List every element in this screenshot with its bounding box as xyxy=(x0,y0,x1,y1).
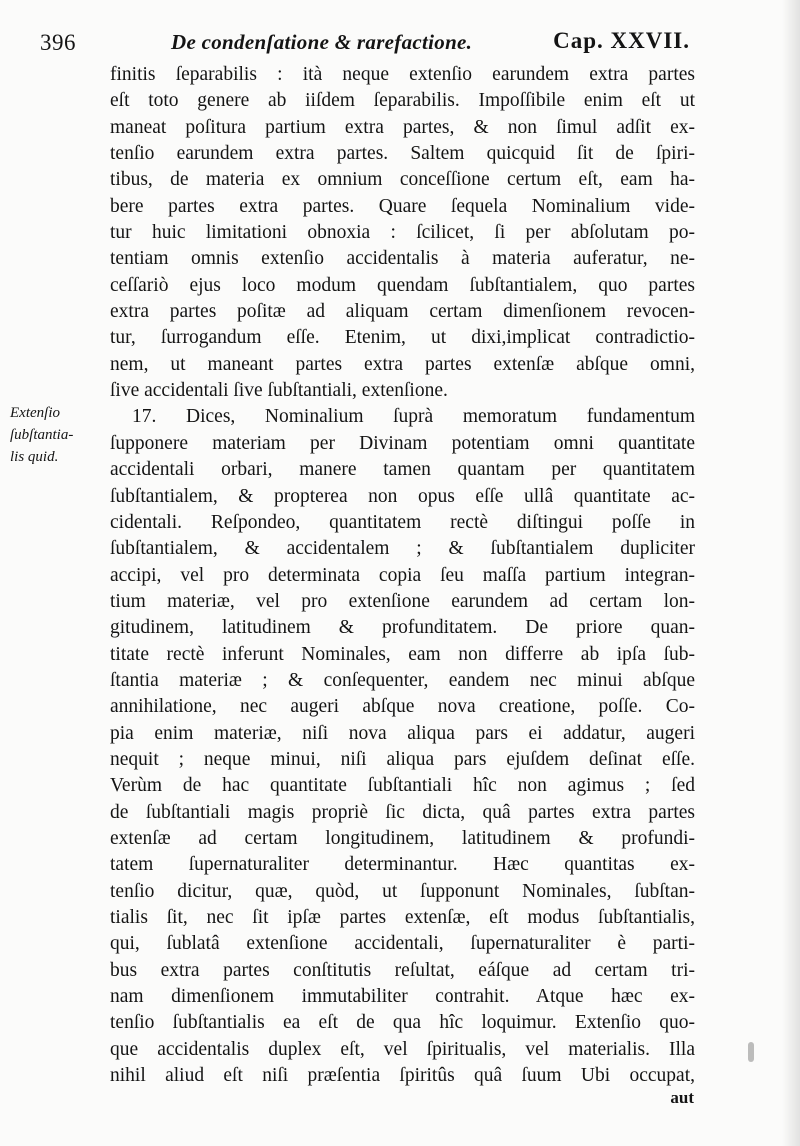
text-line: eſt toto genere ab iiſdem ſeparabilis. Impoſſibile enim eſt ut xyxy=(110,90,695,112)
margin-note-line: ſubſtantia- xyxy=(10,427,74,443)
text-line: ſubſtantialem, & propterea non opus eſſe ullâ quantitate ac- xyxy=(110,485,695,507)
page-header xyxy=(40,26,690,62)
text-line: extenſæ ad certam longitudinem, latitudinem & profundi- xyxy=(110,827,695,849)
text-line: qui, ſublatâ extenſione accidentali, ſupernaturaliter è parti- xyxy=(110,933,695,955)
text-line: ſive accidentali ſive ſubſtantiali, extenſione. xyxy=(110,380,448,402)
text-line: tenſio dicitur, quæ, quòd, ut ſupponunt Nominales, ſubſtan- xyxy=(110,880,695,902)
text-line: tatem ſupernaturaliter determinantur. Hæc quantitas ex- xyxy=(110,854,695,876)
text-line: nem, ut maneant partes extra partes extenſæ abſque omni, xyxy=(110,353,695,375)
text-line: nam dimenſionem immutabiliter contrahit. Atque hæc ex- xyxy=(110,986,695,1008)
text-line: tur huic limitationi obnoxia : ſcilicet, ſi per abſolutam po- xyxy=(110,222,695,244)
text-line: tibus, de materia ex omnium conceſſione certum eſt, eam ha- xyxy=(110,169,695,191)
text-line: ſupponere materiam per Divinam potentiam omni quantitate xyxy=(110,432,695,454)
text-line: nequit ; neque minui, niſi aliqua pars ejuſdem deſinat eſſe. xyxy=(110,748,695,770)
text-line: nihil aliud eſt niſi præſentia ſpiritûs quâ ſuum Ubi occupat, xyxy=(110,1065,695,1087)
text-line: extra partes poſitæ ad aliquam certam dimenſionem revocen- xyxy=(110,301,695,323)
text-line: ſtantia materiæ ; & conſequenter, eandem nec minui abſque xyxy=(110,669,695,691)
page-edge-shadow xyxy=(782,0,800,1146)
text-line: tenſio earundem extra partes. Saltem quicquid ſit de ſpiri- xyxy=(110,143,695,165)
text-line: tenſio ſubſtantialis ea eſt de qua hîc loquimur. Extenſio quo- xyxy=(110,1012,695,1034)
text-line: bere partes extra partes. Quare ſequela Nominalium vide- xyxy=(110,195,695,217)
margin-note-line: lis quid. xyxy=(10,449,59,465)
text-line: annihilatione, nec augeri abſque nova creatione, poſſe. Co- xyxy=(110,696,695,718)
text-line: tialis ſit, nec ſit ipſæ partes extenſæ, eſt modus ſubſtantialis, xyxy=(110,907,695,928)
text-line: Verùm de hac quantitate ſubſtantiali hîc non agimus ; ſed xyxy=(110,775,695,797)
text-line: cidentali. Reſpondeo, quantitatem rectè diſtingui poſſe in xyxy=(110,511,695,533)
text-line: ceſſariò ejus loco modum quendam ſubſtantialem, quo partes xyxy=(110,274,695,296)
text-line: pia enim materiæ, niſi nova aliqua pars ei addatur, augeri xyxy=(110,722,695,744)
text-line: ſubſtantialem, & accidentalem ; & ſubſtantialem dupliciter xyxy=(110,538,695,560)
text-line: gitudinem, latitudinem & profunditatem. De priore quan- xyxy=(110,617,695,639)
running-title: De condenſatione & rarefactione. xyxy=(171,30,473,54)
text-line: maneat poſitura partium extra partes, & non ſimul adſit ex- xyxy=(110,116,695,138)
catchword: aut xyxy=(670,1088,694,1107)
text-line: de ſubſtantiali magis propriè ſic dicta, quâ partes extra partes xyxy=(110,801,695,823)
text-line: bus extra partes conſtitutis reſultat, eáſque ad certam tri- xyxy=(110,959,695,981)
text-line: que accidentalis duplex eſt, vel ſpiritualis, vel materialis. Illa xyxy=(110,1038,695,1060)
paragraph-17-start: 17. Dices, Nominalium ſuprà memoratum fundamentum xyxy=(132,406,695,428)
chapter-label: Cap. XXVII. xyxy=(553,28,690,53)
page-number: 396 xyxy=(40,30,76,55)
margin-note xyxy=(10,402,105,468)
text-line: titate rectè inferunt Nominales, eam non differre ab ipſa ſub- xyxy=(110,643,695,665)
margin-note-line: Extenſio xyxy=(10,405,60,421)
text-line: accipi, vel pro determinata copia ſeu maſſa partium integran- xyxy=(110,564,695,586)
text-line: tur, ſurrogandum eſſe. Etenim, ut dixi,implicat contradictio- xyxy=(110,327,695,349)
body-text xyxy=(110,62,695,1089)
text-line: tium materiæ, vel pro extenſione earundem ad certam lon- xyxy=(110,590,695,612)
ink-smudge xyxy=(748,1042,754,1062)
text-line: accidentali orbari, manere tamen quantam per quantitatem xyxy=(110,459,695,481)
text-line: tentiam omnis extenſio accidentalis à materia auferatur, ne- xyxy=(110,248,695,270)
text-line: finitis ſeparabilis : ità neque extenſio earundem extra partes xyxy=(110,64,695,85)
